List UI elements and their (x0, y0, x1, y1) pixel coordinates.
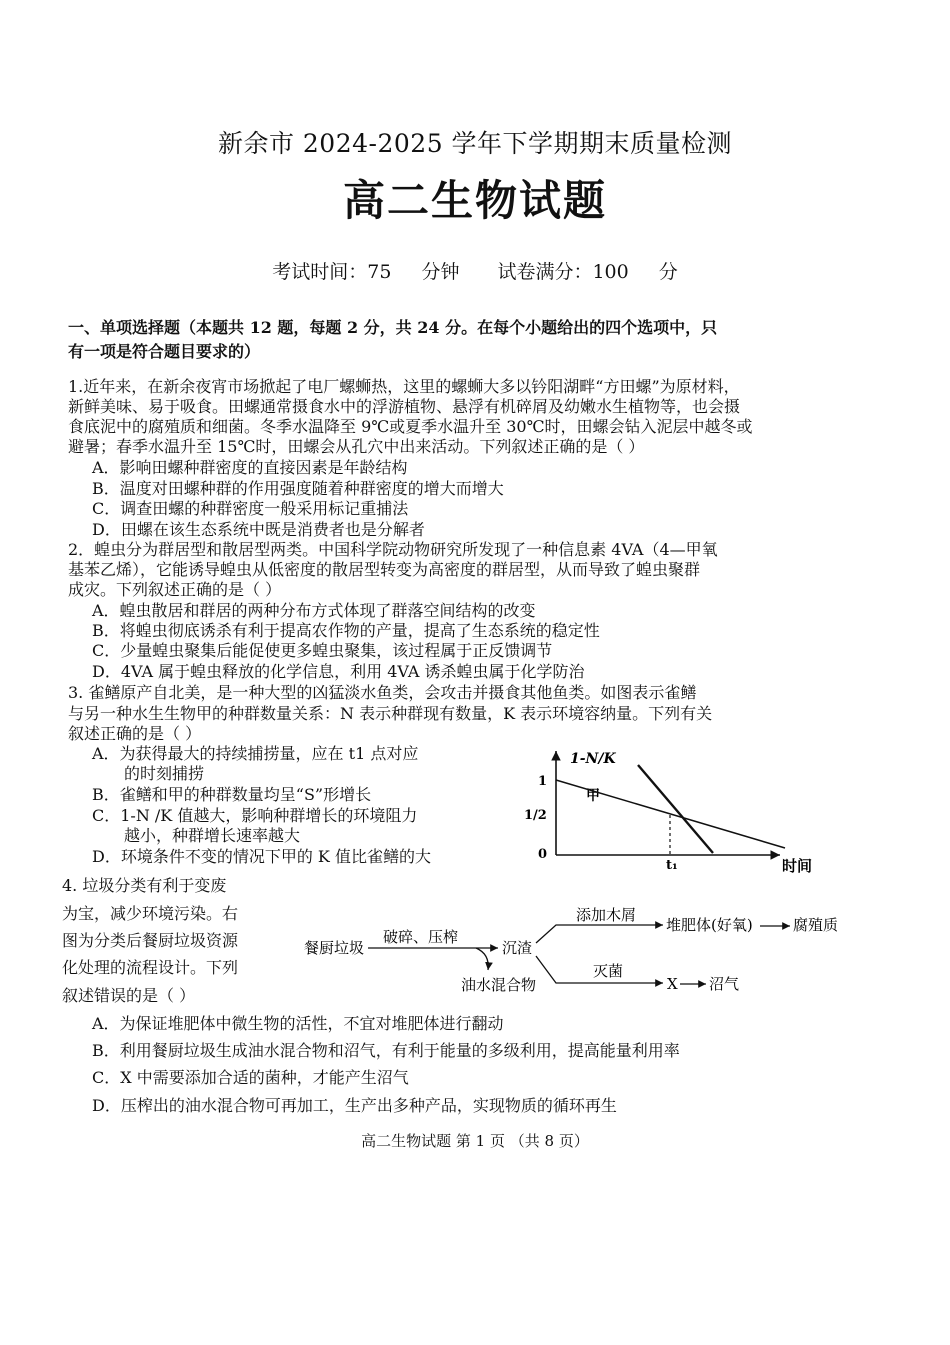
exam-info (0, 257, 950, 284)
q3-stem-line: 叙述正确的是（ ） (68, 724, 202, 743)
flow-x: X (667, 975, 678, 993)
line-jia (556, 780, 785, 848)
q4-flow-diagram (298, 898, 858, 1004)
y-tick-half: 1/2 (524, 808, 547, 823)
flow-crush-label: 破碎、压榨 (383, 928, 459, 946)
x-axis-label: 时间 (782, 857, 813, 875)
flow-add-sawdust: 添加木屑 (576, 906, 637, 924)
flow-oil: 油水混合物 (461, 976, 537, 994)
flow-biogas: 沼气 (709, 975, 740, 993)
q3-option-b: B．雀鳝和甲的种群数量均呈“S”形增长 (92, 785, 372, 804)
q3-option-c: C．1-N /K 值越大，影响种群增长的环境阻力 (92, 806, 418, 825)
q4-stem-line: 图为分类后餐厨垃圾资源 (62, 931, 239, 950)
q1-option-a: A．影响田螺种群密度的直接因素是年龄结构 (92, 458, 408, 477)
q2-stem-line: 基苯乙烯），它能诱导蝗虫从低密度的散居型转变为高密度的群居型，从而导致了蝗虫聚群 (68, 560, 701, 579)
exam-full-score: 试卷满分：100 分 (497, 261, 678, 283)
flow-sterilize: 灭菌 (593, 962, 624, 980)
flow-residue: 沉渣 (502, 939, 533, 957)
q3-option-d: D．环境条件不变的情况下甲的 K 值比雀鳝的大 (92, 847, 431, 866)
q3-graph (510, 745, 840, 875)
page-footer: 高二生物试题 第 1 页 （共 8 页） (361, 1132, 589, 1150)
flow-arrow-upper (536, 925, 663, 943)
line-queshan (638, 765, 713, 853)
exam-header-title: 新余市 2024-2025 学年下学期期末质量检测 (217, 129, 733, 158)
q3-option-a: A．为获得最大的持续捕捞量，应在 t1 点对应 (92, 744, 419, 763)
q2-option-c: C．少量蝗虫聚集后能促使更多蝗虫聚集，该过程属于正反馈调节 (92, 641, 553, 660)
flow-compost: 堆肥体(好氧) (666, 916, 753, 934)
q4-stem-line: 4. 垃圾分类有利于变废 (62, 876, 227, 895)
section-heading-line2: 有一项是符合题目要求的） (68, 342, 261, 361)
flow-humus: 腐殖质 (793, 916, 839, 934)
q3-stem-line: 与另一种水生生物甲的种群数量关系：N 表示种群现有数量，K 表示环境容纳量。下列有关 (68, 704, 713, 723)
q4-option-c: C．X 中需要添加合适的菌种，才能产生沼气 (92, 1068, 409, 1087)
flow-start: 餐厨垃圾 (304, 939, 365, 957)
t1-label: t₁ (666, 858, 678, 873)
q2-stem-line: 成灾。下列叙述正确的是（ ） (68, 580, 282, 599)
q3-option-c-cont: 越小，种群增长速率越大 (124, 826, 301, 845)
q1-stem-line: 避暑；春季水温升至 15℃时，田螺会从孔穴中出来活动。下列叙述正确的是（ ） (68, 437, 645, 456)
q2-stem-line: 2．蝗虫分为群居型和散居型两类。中国科学院动物研究所发现了一种信息素 4VA（4—甲氧 (68, 540, 718, 559)
q1-stem-line: 1.近年来，在新余夜宵市场掀起了电厂螺蛳热，这里的螺蛳大多以钤阳湖畔“方田螺”为原材料， (68, 377, 740, 396)
q1-option-b: B．温度对田螺种群的作用强度随着种群密度的增大而增大 (92, 479, 504, 498)
section-heading-line1: 一、单项选择题（本题共 12 题，每题 2 分，共 24 分。在每个小题给出的四个选项中，只 (68, 318, 718, 337)
q2-option-a: A．蝗虫散居和群居的两种分布方式体现了群落空间结构的改变 (92, 601, 536, 620)
q1-stem-line: 食底泥中的腐殖质和细菌。冬季水温降至 9℃或夏季水温升至 30℃时，田螺会钻入泥层中越冬或 (68, 417, 753, 436)
q1-option-d: D．田螺在该生态系统中既是消费者也是分解者 (92, 520, 425, 539)
flow-arrow-oil (476, 948, 488, 970)
series-label-jia: 甲 (586, 788, 600, 804)
q2-option-b: B．将蝗虫彻底诱杀有利于提高农作物的产量，提高了生态系统的稳定性 (92, 621, 600, 640)
q3-option-a-cont: 的时刻捕捞 (124, 764, 205, 783)
q3-stem-line: 3. 雀鳝原产自北美，是一种大型的凶猛淡水鱼类，会攻击并摄食其他鱼类。如图表示雀鳝 (68, 683, 697, 702)
q2-option-d: D．4VA 属于蝗虫释放的化学信息，利用 4VA 诱杀蝗虫属于化学防治 (92, 662, 585, 681)
q4-stem-line: 叙述错误的是（ ） (62, 986, 196, 1005)
y-tick-1: 1 (538, 774, 548, 789)
y-axis-label: 1-N/K (570, 751, 616, 767)
q4-option-a: A．为保证堆肥体中微生物的活性，不宜对堆肥体进行翻动 (92, 1014, 504, 1033)
q1-option-c: C．调查田螺的种群密度一般采用标记重捕法 (92, 499, 409, 518)
q4-option-b: B．利用餐厨垃圾生成油水混合物和沼气，有利于能量的多级利用，提高能量利用率 (92, 1041, 680, 1060)
q1-stem-line: 新鲜美味、易于吸食。田螺通常摄食水中的浮游植物、悬浮有机碎屑及幼嫩水生植物等，也会摄 (68, 397, 741, 416)
exam-time: 考试时间：75 分钟 (272, 261, 460, 283)
q4-stem-line: 为宝，减少环境污染。右 (62, 904, 239, 923)
q4-stem-line: 化处理的流程设计。下列 (62, 958, 239, 977)
q4-option-d: D．压榨出的油水混合物可再加工，生产出多种产品，实现物质的循环再生 (92, 1096, 617, 1115)
y-tick-0: 0 (538, 847, 548, 862)
exam-subject-title: 高二生物试题 (342, 176, 607, 225)
